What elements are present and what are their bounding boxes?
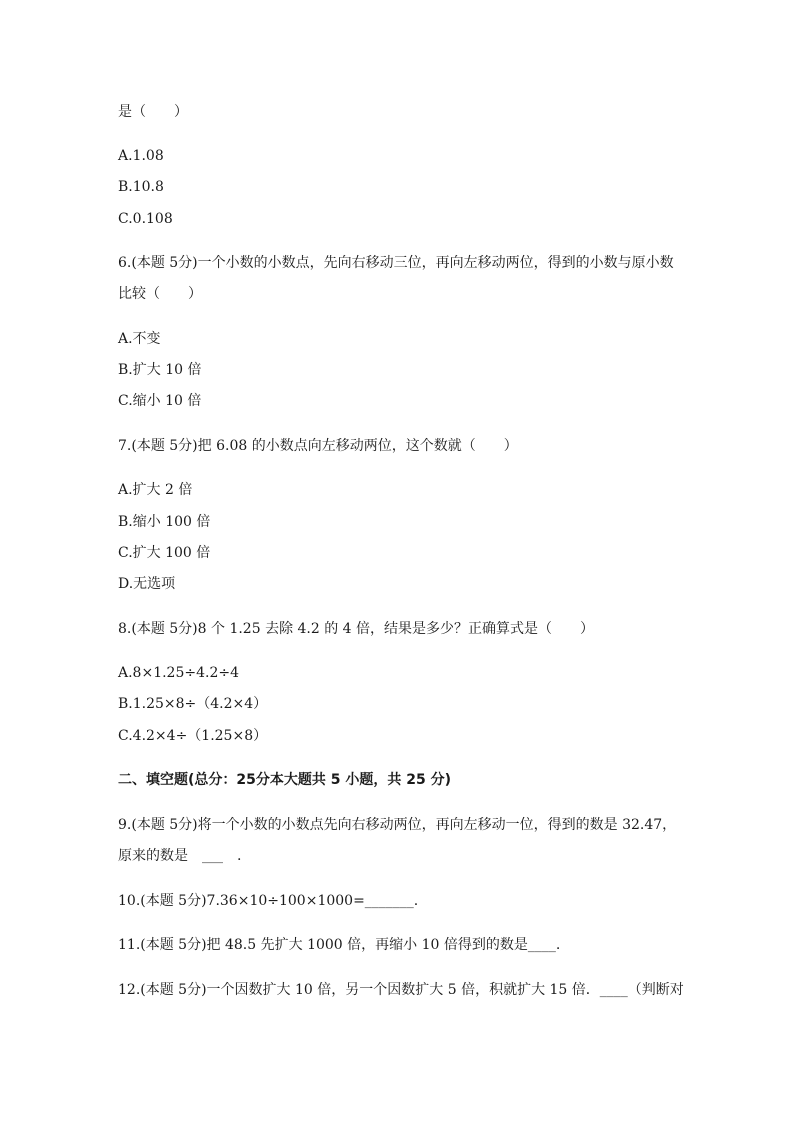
question-9-stem-cont: 原来的数是 ___ . xyxy=(118,848,242,864)
question-7-stem: 7.(本题 5分)把 6.08 的小数点向左移动两位，这个数就（ ） xyxy=(118,438,518,454)
question-6-stem-cont: 比较（ ） xyxy=(118,286,202,302)
option-b: B.扩大 10 倍 xyxy=(118,362,202,378)
option-b: B.缩小 100 倍 xyxy=(118,514,211,530)
option-b: B.10.8 xyxy=(118,179,164,195)
option-a: A.1.08 xyxy=(118,148,164,164)
option-c: C.0.108 xyxy=(118,211,173,227)
option-a: A.8×1.25÷4.2÷4 xyxy=(118,665,240,681)
option-c: C.4.2×4÷（1.25×8） xyxy=(118,728,268,744)
option-a: A.不变 xyxy=(118,331,161,347)
question-5-stem-end: 是（ ） xyxy=(118,104,188,120)
option-c: C.扩大 100 倍 xyxy=(118,545,211,561)
question-6-stem: 6.(本题 5分)一个小数的小数点，先向右移动三位，再向左移动两位，得到的小数与原小数 xyxy=(118,255,674,271)
option-c: C.缩小 10 倍 xyxy=(118,393,202,409)
section-heading-fill-in: 二、填空题(总分：25分本大题共 5 小题，共 25 分) xyxy=(118,772,451,788)
question-10: 10.(本题 5分)7.36×10÷100×1000=_______. xyxy=(118,893,419,909)
question-11: 11.(本题 5分)把 48.5 先扩大 1000 倍，再缩小 10 倍得到的数是____. xyxy=(118,937,561,953)
question-12: 12.(本题 5分)一个因数扩大 10 倍，另一个因数扩大 5 倍，积就扩大 15 倍．____（判断对 xyxy=(118,982,684,998)
question-9-stem: 9.(本题 5分)将一个小数的小数点先向右移动两位，再向左移动一位，得到的数是 32.47， xyxy=(118,817,677,833)
option-a: A.扩大 2 倍 xyxy=(118,482,193,498)
option-d: D.无选项 xyxy=(118,576,176,592)
option-b: B.1.25×8÷（4.2×4） xyxy=(118,696,268,712)
question-8-stem: 8.(本题 5分)8 个 1.25 去除 4.2 的 4 倍，结果是多少？正确算式是（ ） xyxy=(118,621,595,637)
